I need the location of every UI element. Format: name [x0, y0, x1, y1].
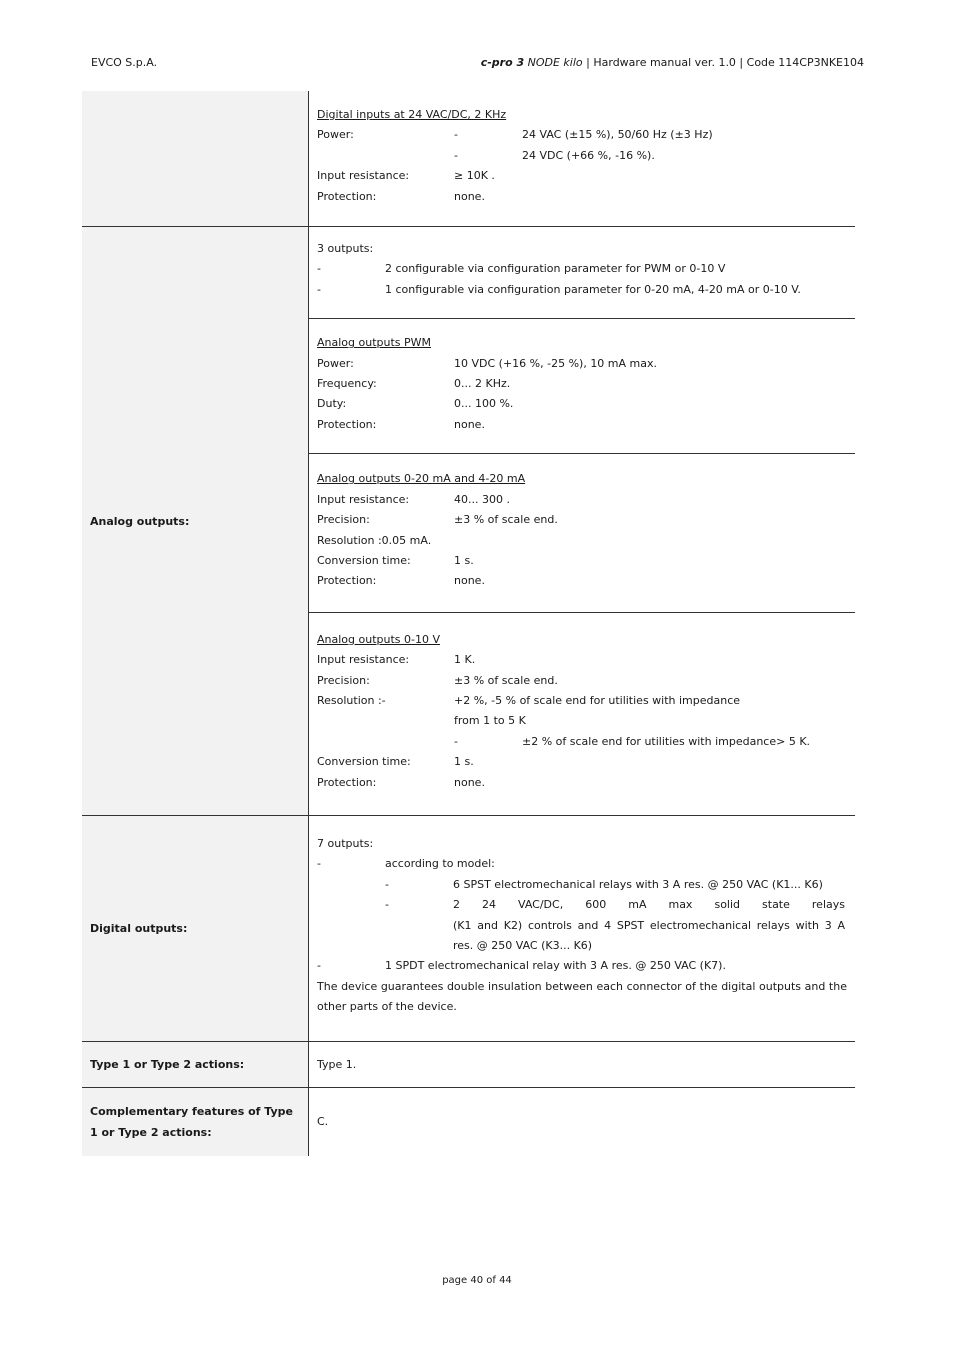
header-model: NODE kilo	[527, 56, 583, 69]
digital-outputs-block	[309, 816, 855, 1041]
model-a-text: 6 SPST electromechanical relays with 3 A res. @ 250 VAC (K1... K6)	[453, 877, 823, 891]
dash: -	[454, 148, 458, 162]
power-label: Power:	[317, 128, 354, 142]
spdt-text: 1 SPDT electromechanical relay with 3 A res. @ 250 VAC (K7).	[385, 959, 726, 973]
outputs-count: 3 outputs:	[317, 242, 374, 256]
precision-value: ±3 % of scale end.	[454, 513, 558, 527]
input-resistance-value: 1 K.	[454, 653, 476, 667]
duty-value: 0... 100 %.	[454, 397, 514, 411]
input-resistance-label: Input resistance:	[317, 492, 410, 506]
analog-outputs-voltage	[309, 613, 855, 815]
row-complementary	[82, 1088, 855, 1156]
according-text: according to model:	[385, 857, 495, 871]
dash: -	[454, 128, 458, 142]
protection-label: Protection:	[317, 574, 377, 588]
power-value: 10 VDC (+16 %, -25 %), 10 mA max.	[454, 356, 658, 370]
dash: -	[317, 262, 321, 276]
analog-outputs-summary	[309, 227, 855, 319]
row-digital-inputs	[82, 91, 855, 227]
type-actions-label: Type 1 or Type 2 actions:	[82, 1042, 309, 1087]
insulation-text: The device guarantees double insulation between each connector of the digital outputs and the other parts of the device.	[317, 979, 847, 1014]
complementary-label: Complementary features of Type 1 or Type 2 actions:	[82, 1088, 309, 1156]
outputs-count: 7 outputs:	[317, 836, 374, 850]
row-digital-outputs	[82, 816, 855, 1042]
model-b-line-1: 2 24 VAC/DC, 600 mA max solid state relays	[453, 898, 845, 912]
complementary-value: C.	[317, 1115, 329, 1129]
pwm-title: Analog outputs PWM	[317, 336, 432, 350]
model-b-line-2: (K1 and K2) controls and 4 SPST electromechanical relays with 3 A	[453, 918, 845, 932]
precision-label: Precision:	[317, 513, 370, 527]
analog-outputs-pwm	[309, 319, 855, 454]
header-company: EVCO S.p.A.	[91, 56, 158, 69]
analog-outputs-current	[309, 454, 855, 612]
power-vdc-value: 24 VDC (+66 %, -16 %).	[522, 148, 655, 162]
spec-table	[82, 91, 855, 1156]
protection-value: none.	[454, 417, 485, 431]
frequency-label: Frequency:	[317, 377, 377, 391]
dash: -	[454, 734, 458, 748]
conversion-value: 1 s.	[454, 553, 474, 567]
digital-outputs-label: Digital outputs:	[82, 816, 309, 1041]
power-vac-value: 24 VAC (±15 %), 50/60 Hz (±3 Hz)	[522, 128, 713, 142]
voltage-title: Analog outputs 0-10 V	[317, 632, 440, 646]
power-label: Power:	[317, 356, 354, 370]
precision-value: ±3 % of scale end.	[454, 673, 558, 687]
input-resistance-label: Input resistance:	[317, 169, 410, 183]
protection-value: none.	[454, 775, 485, 789]
current-title: Analog outputs 0-20 mA and 4-20 mA	[317, 472, 526, 486]
header-doc: | Hardware manual ver. 1.0 | Code 114CP3NKE104	[586, 56, 864, 69]
protection-value: none.	[454, 189, 485, 203]
protection-label: Protection:	[317, 189, 377, 203]
duty-label: Duty:	[317, 397, 347, 411]
dash: -	[385, 898, 389, 912]
input-resistance-value: 40... 300 .	[454, 492, 510, 506]
dash: -	[317, 959, 321, 973]
summary-item-1: 2 configurable via configuration parameter for PWM or 0-10 V	[385, 262, 726, 276]
resolution-label: Resolution :-	[317, 693, 386, 707]
header-doc-info	[481, 56, 864, 69]
page-number: page 40 of 44	[442, 1275, 512, 1286]
protection-value: none.	[454, 574, 485, 588]
summary-item-2: 1 configurable via configuration parameter for 0-20 mA, 4-20 mA or 0-10 V.	[385, 282, 801, 296]
digital-inputs-24v-title: Digital inputs at 24 VAC/DC, 2 KHz	[317, 108, 507, 121]
type-actions-value: Type 1.	[317, 1057, 357, 1071]
conversion-value: 1 s.	[454, 755, 474, 769]
analog-outputs-label: Analog outputs:	[82, 227, 309, 815]
dash: -	[317, 857, 321, 871]
header-product: c-pro 3	[480, 56, 525, 69]
row-analog-outputs	[82, 227, 855, 816]
conversion-label: Conversion time:	[317, 755, 411, 769]
row-type-actions	[82, 1042, 855, 1088]
resolution-value-2: from 1 to 5 K	[454, 714, 526, 728]
frequency-value: 0... 2 KHz.	[454, 377, 511, 391]
input-resistance-value: ≥ 10K .	[454, 169, 495, 183]
model-b-line-3: res. @ 250 VAC (K3... K6)	[453, 939, 593, 952]
resolution-text: Resolution :0.05 mA.	[317, 533, 432, 547]
resolution-value-3: ±2 % of scale end for utilities with impedance> 5 K.	[522, 734, 811, 748]
protection-label: Protection:	[317, 775, 377, 789]
conversion-label: Conversion time:	[317, 553, 411, 567]
dash: -	[385, 877, 389, 891]
digital-inputs-24v-block	[309, 91, 855, 226]
dash: -	[317, 282, 321, 296]
resolution-value-1: +2 %, -5 % of scale end for utilities with impedance	[454, 693, 741, 707]
row-label-empty	[82, 91, 309, 226]
precision-label: Precision:	[317, 673, 370, 687]
protection-label: Protection:	[317, 417, 377, 431]
input-resistance-label: Input resistance:	[317, 653, 410, 667]
